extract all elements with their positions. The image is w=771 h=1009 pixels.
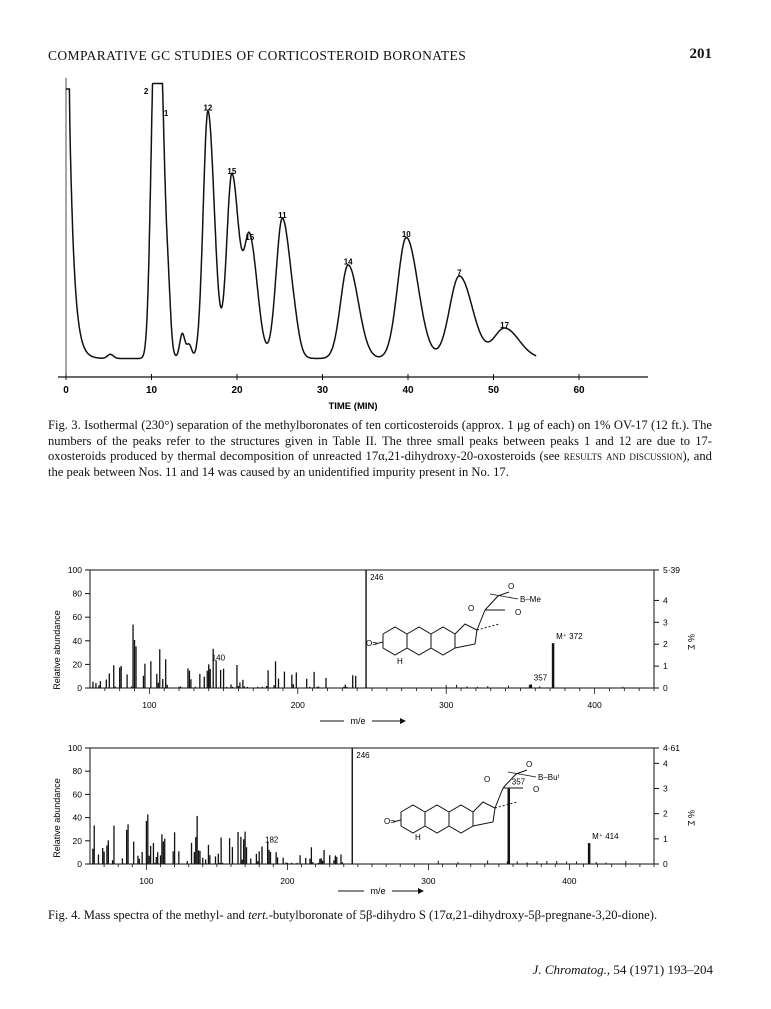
ms2-x-tick-label: 400 [562,876,577,886]
ms1-y-tick-label: 40 [72,635,82,646]
ms2-keto-oxygen: O= [384,817,395,826]
ms1-y-label: Relative abundance [52,610,62,690]
ms2-peak-label: M⁺ 414 [592,832,619,842]
ms2-y-tick-label: 40 [72,812,82,823]
ms2-y-label: Relative abundance [52,778,62,858]
chromatogram-peak-labels [144,87,510,330]
ms1-peak-label: 357 [533,673,548,683]
ms2-carbonyl-oxygen: O [484,775,491,784]
ms2-x-tick-label: 200 [280,876,295,886]
ms2-x-tick-label: 300 [421,876,436,886]
chromatogram-peak-label: 10 [401,230,411,239]
ms2-right-tick-label: 0 [663,859,668,869]
figure-3-caption [48,418,712,480]
page-number: 201 [689,46,712,62]
ms2-oxygen-bottom: O [533,785,540,794]
chromatogram-peak-label: 17 [500,320,510,330]
chromatogram-x-tick-label: 60 [573,385,585,396]
ms1-carbonyl-oxygen: O [468,604,475,613]
figure-3-caption-smallcaps: results and discussion [563,449,683,463]
figure-4-caption [48,908,712,924]
ms2-peak-label: 357 [511,777,526,787]
chromatogram-peak-label: 15 [245,232,255,242]
ms1-y-tick-label: 60 [72,612,82,623]
chromatogram-peak-label: 15 [227,166,237,176]
running-header [48,48,712,70]
chromatogram-x-tick-label: 20 [231,385,243,396]
ms1-steroid-structure [375,592,509,655]
ms1-boron-substituent: B–Me [520,595,541,604]
ms1-bars [93,570,623,688]
ms1-x-label: m/e [350,716,366,726]
figure-4-caption-a: Mass spectra of the methyl- and [83,908,249,922]
ms1-right-tick-label: 1 [663,661,668,672]
ms1-x-tick-label: 200 [290,700,305,710]
ms1-y-tick-label: 0 [77,683,82,693]
ms1-axis-label-group [320,716,406,726]
ms1-y-ticks [68,565,90,693]
ms2-x-label: m/e [370,886,386,896]
ms2-peak-label: 246 [356,751,370,760]
chromatogram-x-tick-label: 40 [402,385,414,396]
chromatogram-trace [66,84,536,359]
ms2-steroid-structure [393,770,527,833]
ms1-right-axis-label: % Σ [686,634,696,651]
chromatogram-x-tick-label: 0 [63,385,69,396]
ms1-right-tick-label: 0 [663,683,668,693]
ms2-peak-label: 182 [265,835,279,845]
mass-spectrum-butyl [48,740,728,898]
ms2-right-axis-label: % Σ [686,810,696,827]
chromatogram-x-label: TIME (MIN) [328,401,378,412]
mass-spectrum-methyl [48,562,728,732]
ms1-peak-labels [212,573,583,682]
ms2-right-tick-label: 4 [663,758,668,769]
chromatogram-x-tick-label: 50 [487,385,500,396]
ms1-oxygen-bottom: O [515,608,522,617]
figure-3-caption-text: Isothermal (230°) separation of the methylboronates of ten corticosteroids (approx. 1 μg of each) on 1% OV-17 (12 ft.). The numbers of the peaks refer to the structures given in Table II. The three small peaks between peaks 1 and 12 are due to 17-oxosteroids produced by thermal decomposition of unreacted 17α,21-dihydroxy-20-oxosteroids (see [48,418,713,463]
ms2-boron-substituent: B–Buᵗ [538,773,560,782]
ms2-y-tick-label: 60 [72,789,82,800]
journal-citation [533,962,713,978]
ms1-x-ticks [105,688,654,710]
journal-name: J. Chromatog. [532,962,607,977]
figure-4-caption-italic: tert. [248,908,269,922]
ms1-right-tick-label: 4 [663,595,668,606]
figure-4-caption-b: -butylboronate of 5β-dihydro S (17α,21-dihydroxy-5β-pregnane-3,20-dione). [268,908,658,922]
ms2-y-tick-label: 100 [67,743,82,753]
ms2-right-tick-label: 1 [663,833,668,844]
ms1-right-tick-label: 3 [663,617,668,628]
chromatogram-peak-label: 7 [457,268,462,278]
chromatogram-peak-label: 1 [163,109,169,118]
ms1-y-tick-label: 20 [72,659,82,670]
ms2-y-tick-label: 20 [72,835,82,846]
ms2-right-tick-label: 2 [663,808,668,819]
ms2-h-label: H [415,833,421,842]
ms2-y-ticks [68,743,90,869]
ms1-x-tick-label: 400 [587,700,602,710]
ms1-peak-label: 246 [370,573,384,582]
chromatogram-peak-label: 11 [278,210,287,220]
ms1-x-tick-label: 300 [439,700,454,710]
chromatogram-peak-label: 14 [343,257,353,267]
ms1-y-tick-label: 80 [72,588,82,599]
ms1-right-tick-label: 2 [663,639,668,650]
ms2-y-tick-label: 80 [72,766,82,777]
ms2-right-ticks [654,743,680,869]
figure-3-caption-end: ), and the peak between Nos. 11 and 14 was caused by an unidentified impurity present in No. 17. [48,449,712,479]
ms2-y-tick-label: 0 [77,859,82,869]
ms1-right-tick-label: 5·39 [663,565,681,575]
figure-3-caption-prefix: Fig. 3. [48,418,81,432]
chromatogram-peak-label: 12 [203,103,213,113]
ms2-oxygen-top: O [526,760,533,769]
ms1-y-tick-label: 100 [67,565,82,575]
ms2-right-tick-label: 3 [663,783,668,794]
chromatogram-x-tick-label: 10 [145,385,158,396]
ms1-peak-label: M⁺ 372 [556,632,583,642]
figure-4-caption-prefix: Fig. 4. [48,908,81,922]
running-title: COMPARATIVE GC STUDIES OF CORTICOSTEROID BORONATES [48,48,467,63]
ms1-peak-label: 140 [211,653,226,663]
ms1-oxygen-top: O [508,582,515,591]
ms2-x-tick-label: 100 [139,876,154,886]
chromatogram-peak-label: 2 [143,87,149,96]
ms1-right-ticks [654,565,680,693]
ms2-x-ticks [104,864,654,886]
chromatogram-x-tick-label: 30 [316,385,329,396]
ms2-bars [93,748,626,864]
ms1-x-tick-label: 100 [142,700,157,710]
ms2-axis-label-group [338,886,424,896]
ms1-h-label: H [397,657,403,666]
chromatogram-figure [48,78,668,418]
ms1-keto-oxygen: O= [366,639,377,648]
ms2-right-tick-label: 4·61 [663,743,681,753]
journal-volume: , 54 (1971) 193–204 [606,962,713,977]
